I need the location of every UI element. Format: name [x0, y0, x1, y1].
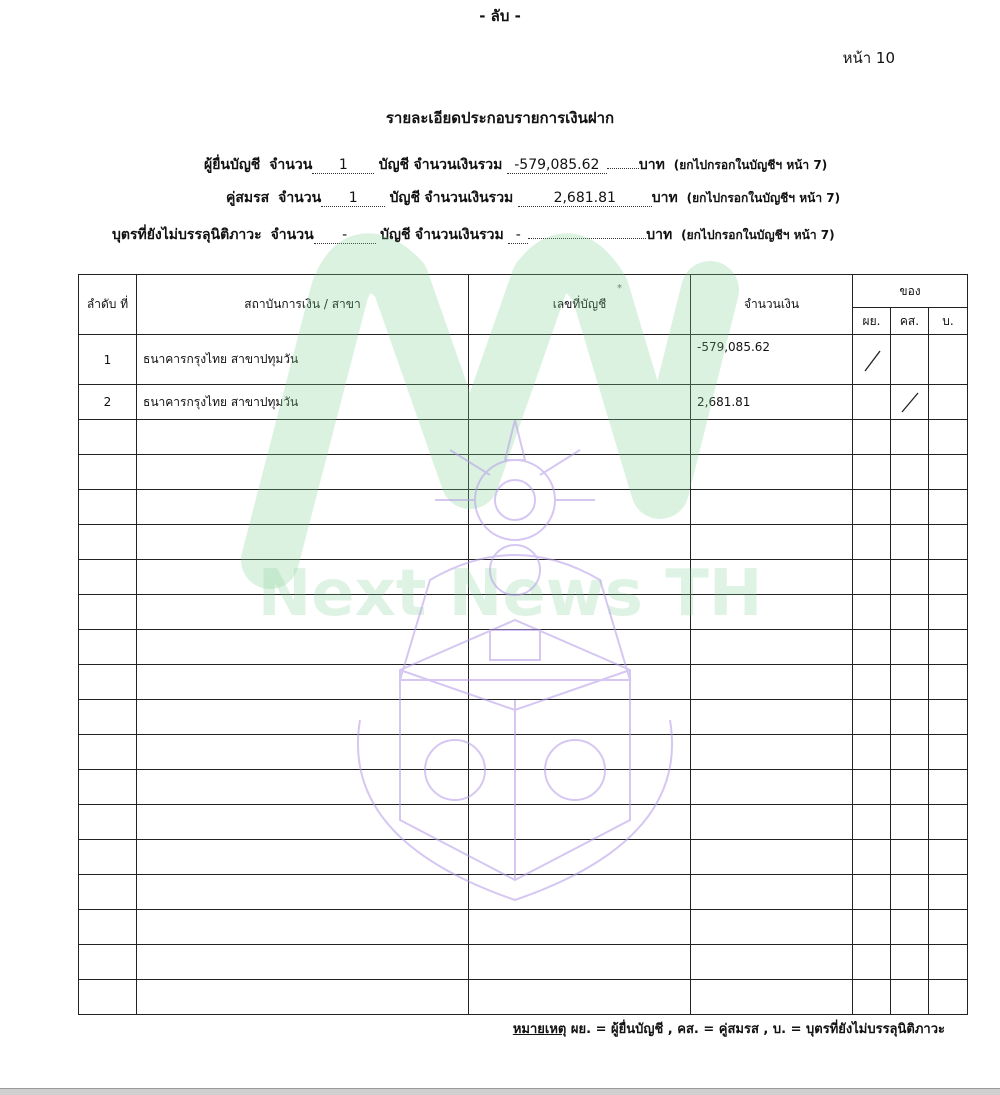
empty-cell: [79, 770, 137, 805]
header-owner-declarant: ผย.: [853, 308, 891, 335]
empty-cell: [691, 875, 853, 910]
empty-cell: [469, 455, 691, 490]
header-account-no-label: เลขที่บัญชี: [552, 297, 607, 311]
empty-cell: [891, 630, 929, 665]
legend-note: [513, 1018, 945, 1039]
table-row-empty: [79, 735, 968, 770]
empty-cell: [929, 770, 968, 805]
empty-cell: [891, 420, 929, 455]
count-label: จำนวน: [270, 227, 314, 243]
empty-cell: [79, 980, 137, 1015]
empty-cell: [79, 840, 137, 875]
carry-note: (ยกไปกรอกในบัญชีฯ หน้า 7): [681, 228, 835, 242]
table-row-empty: [79, 630, 968, 665]
empty-cell: [691, 595, 853, 630]
table-row-empty: [79, 490, 968, 525]
owner-spouse-cell: [891, 385, 929, 420]
empty-cell: [929, 595, 968, 630]
empty-cell: [137, 525, 469, 560]
empty-cell: [929, 910, 968, 945]
empty-cell: [79, 700, 137, 735]
empty-cell: [929, 735, 968, 770]
empty-cell: [929, 840, 968, 875]
check-slash-icon: [899, 390, 921, 414]
owner-declarant-cell: [853, 385, 891, 420]
count-value: 1: [321, 190, 385, 207]
owner-child-cell: [929, 385, 968, 420]
count-label: จำนวน: [269, 157, 313, 173]
header-institution: สถาบันการเงิน / สาขา: [137, 275, 469, 335]
page-number: หน้า 10: [842, 49, 895, 67]
empty-cell: [891, 945, 929, 980]
empty-cell: [469, 420, 691, 455]
empty-cell: [469, 525, 691, 560]
empty-cell: [891, 595, 929, 630]
summary-label: ผู้ยื่นบัญชี: [204, 157, 261, 173]
empty-cell: [79, 420, 137, 455]
total-value: -: [508, 227, 528, 244]
empty-cell: [79, 875, 137, 910]
empty-cell: [469, 910, 691, 945]
empty-cell: [929, 525, 968, 560]
empty-cell: [853, 525, 891, 560]
table-row-empty: [79, 560, 968, 595]
owner-declarant-cell: [853, 335, 891, 385]
empty-cell: [929, 560, 968, 595]
summary-declarant: [204, 154, 827, 176]
empty-cell: [691, 910, 853, 945]
empty-cell: [891, 490, 929, 525]
empty-cell: [469, 840, 691, 875]
empty-cell: [891, 700, 929, 735]
empty-cell: [691, 735, 853, 770]
empty-cell: [691, 840, 853, 875]
row-institution: ธนาคารกรุงไทย สาขาปทุมวัน: [137, 385, 469, 420]
check-slash-icon: [861, 346, 883, 374]
empty-cell: [891, 980, 929, 1015]
empty-cell: [929, 630, 968, 665]
empty-cell: [891, 910, 929, 945]
document-title: รายละเอียดประกอบรายการเงินฝาก: [385, 109, 615, 127]
empty-cell: [691, 490, 853, 525]
empty-cell: [79, 805, 137, 840]
empty-cell: [929, 805, 968, 840]
empty-cell: [853, 945, 891, 980]
empty-cell: [469, 735, 691, 770]
empty-cell: [853, 630, 891, 665]
empty-cell: [691, 805, 853, 840]
header-index: ลำดับ ที่: [79, 275, 137, 335]
empty-cell: [853, 560, 891, 595]
empty-cell: [691, 525, 853, 560]
account-unit: บัญชี: [380, 227, 411, 243]
header-owner-child: บ.: [929, 308, 968, 335]
empty-cell: [79, 455, 137, 490]
empty-cell: [691, 770, 853, 805]
table-row-empty: [79, 665, 968, 700]
empty-cell: [853, 455, 891, 490]
empty-cell: [79, 665, 137, 700]
summary-label: คู่สมรส: [226, 190, 270, 206]
empty-cell: [469, 875, 691, 910]
row-amount: 2,681.81: [691, 385, 853, 420]
empty-cell: [469, 770, 691, 805]
empty-cell: [929, 420, 968, 455]
header-amount: จำนวนเงิน: [691, 275, 853, 335]
empty-cell: [137, 910, 469, 945]
carry-note: (ยกไปกรอกในบัญชีฯ หน้า 7): [673, 158, 828, 172]
carry-note: (ยกไปกรอกในบัญชีฯ หน้า 7): [686, 191, 841, 205]
empty-cell: [469, 945, 691, 980]
empty-cell: [691, 630, 853, 665]
empty-cell: [853, 490, 891, 525]
empty-cell: [929, 980, 968, 1015]
empty-cell: [137, 490, 469, 525]
empty-cell: [137, 630, 469, 665]
empty-cell: [891, 840, 929, 875]
summary-children: [112, 224, 835, 246]
empty-cell: [469, 805, 691, 840]
table-row-empty: [79, 700, 968, 735]
row-amount: -579,085.62: [691, 335, 853, 385]
empty-cell: [469, 630, 691, 665]
empty-cell: [891, 875, 929, 910]
empty-cell: [79, 595, 137, 630]
owner-child-cell: [929, 335, 968, 385]
row-institution: ธนาคารกรุงไทย สาขาปทุมวัน: [137, 335, 469, 385]
empty-cell: [469, 980, 691, 1015]
empty-cell: [79, 945, 137, 980]
watermark-text: Next News TH: [257, 557, 763, 631]
header-account-no: [469, 275, 691, 335]
asterisk-mark: *: [617, 283, 622, 294]
empty-cell: [929, 875, 968, 910]
empty-cell: [853, 805, 891, 840]
empty-cell: [891, 805, 929, 840]
currency-label: บาท: [646, 227, 673, 243]
empty-cell: [891, 560, 929, 595]
empty-cell: [137, 875, 469, 910]
row-index: 2: [79, 385, 137, 420]
total-value: -579,085.62: [507, 157, 607, 174]
empty-cell: [469, 595, 691, 630]
empty-cell: [137, 980, 469, 1015]
empty-cell: [853, 420, 891, 455]
table-row-empty: [79, 945, 968, 980]
empty-cell: [853, 875, 891, 910]
empty-cell: [691, 665, 853, 700]
total-label: จำนวนเงินรวม: [413, 157, 503, 173]
table-row-empty: [79, 455, 968, 490]
total-label: จำนวนเงินรวม: [414, 227, 504, 243]
header-owner-group: ของ: [853, 275, 968, 308]
table-row: [79, 335, 968, 385]
row-account-no: [469, 335, 691, 385]
empty-cell: [691, 420, 853, 455]
empty-cell: [853, 840, 891, 875]
count-value: -: [314, 227, 376, 244]
empty-cell: [853, 595, 891, 630]
empty-cell: [469, 490, 691, 525]
empty-cell: [137, 455, 469, 490]
empty-cell: [137, 840, 469, 875]
table-row-empty: [79, 595, 968, 630]
empty-cell: [691, 945, 853, 980]
empty-cell: [853, 735, 891, 770]
owner-spouse-cell: [891, 335, 929, 385]
empty-cell: [891, 455, 929, 490]
empty-cell: [691, 700, 853, 735]
total-value: 2,681.81: [518, 190, 652, 207]
header-owner-spouse: คส.: [891, 308, 929, 335]
account-unit: บัญชี: [389, 190, 420, 206]
table-row-empty: [79, 770, 968, 805]
empty-cell: [137, 560, 469, 595]
empty-cell: [137, 770, 469, 805]
empty-cell: [691, 560, 853, 595]
empty-cell: [137, 420, 469, 455]
empty-cell: [137, 945, 469, 980]
empty-cell: [469, 665, 691, 700]
empty-cell: [891, 735, 929, 770]
count-value: 1: [312, 157, 374, 174]
total-label: จำนวนเงินรวม: [424, 190, 514, 206]
empty-cell: [929, 945, 968, 980]
currency-label: บาท: [638, 157, 665, 173]
empty-cell: [79, 630, 137, 665]
empty-cell: [853, 910, 891, 945]
empty-cell: [691, 980, 853, 1015]
empty-cell: [137, 595, 469, 630]
empty-cell: [137, 665, 469, 700]
empty-cell: [79, 490, 137, 525]
empty-cell: [79, 735, 137, 770]
row-index: 1: [79, 335, 137, 385]
empty-cell: [691, 455, 853, 490]
empty-cell: [469, 560, 691, 595]
empty-cell: [137, 805, 469, 840]
empty-cell: [853, 770, 891, 805]
empty-cell: [929, 665, 968, 700]
table-row-empty: [79, 525, 968, 560]
legend-label: หมายเหตุ: [512, 1022, 567, 1037]
table-row-empty: [79, 420, 968, 455]
table-row-empty: [79, 875, 968, 910]
empty-cell: [853, 700, 891, 735]
empty-cell: [929, 700, 968, 735]
confidential-label: - ลับ -: [479, 7, 521, 25]
empty-cell: [137, 735, 469, 770]
empty-cell: [891, 770, 929, 805]
currency-label: บาท: [651, 190, 678, 206]
summary-spouse: [226, 187, 840, 209]
table-row-empty: [79, 910, 968, 945]
table-row-empty: [79, 840, 968, 875]
table-row-empty: [79, 805, 968, 840]
empty-cell: [469, 700, 691, 735]
table-row: [79, 385, 968, 420]
empty-cell: [891, 665, 929, 700]
empty-cell: [79, 560, 137, 595]
summary-label: บุตรที่ยังไม่บรรลุนิติภาวะ: [112, 227, 262, 243]
empty-cell: [137, 700, 469, 735]
empty-cell: [79, 525, 137, 560]
empty-cell: [853, 665, 891, 700]
empty-cell: [79, 910, 137, 945]
table-row-empty: [79, 980, 968, 1015]
empty-cell: [929, 455, 968, 490]
legend-text: ผย. = ผู้ยื่นบัญชี , คส. = คู่สมรส , บ. = บุตรที่ยังไม่บรรลุนิติภาวะ: [570, 1022, 945, 1037]
empty-cell: [891, 525, 929, 560]
deposit-table: [78, 274, 968, 1015]
row-account-no: [469, 385, 691, 420]
empty-cell: [853, 980, 891, 1015]
account-unit: บัญชี: [378, 157, 410, 173]
empty-cell: [929, 490, 968, 525]
count-label: จำนวน: [278, 190, 322, 206]
